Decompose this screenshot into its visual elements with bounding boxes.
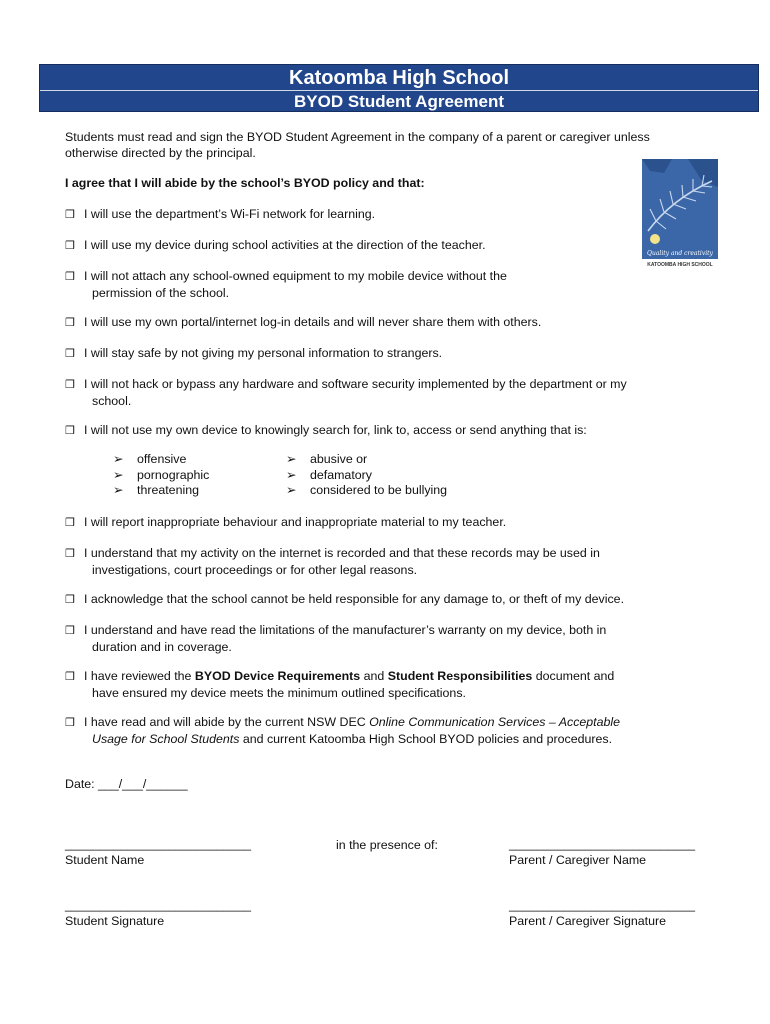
item-text: I will report inappropriate behaviour and inappropriate material to my teacher. [84,515,507,529]
checkbox-icon[interactable]: ❒ [65,271,75,283]
student-signature-line[interactable]: ___________________________ [65,898,252,912]
item-text: I understand and have read the limitations of the manufacturer’s warranty on my device, both in [84,623,607,637]
list-item: ➢ defamatory [286,467,372,482]
agreement-item-7 [65,422,725,439]
checkbox-icon[interactable]: ❒ [65,671,75,683]
document-title: BYOD Student Agreement [293,92,504,111]
agreement-item-13: ❒ I have read and will abide by the current NSW DEC Online Communication Services – Acceptable Usage for School Students and current Katoomba High School BYOD policies and procedures. [65,714,725,747]
checkbox-icon[interactable]: ❒ [65,717,75,729]
agreement-item-1 [65,206,725,223]
item-text-continued: investigations, court proceedings or for other legal reasons. [92,563,418,577]
checkbox-icon[interactable]: ❒ [65,517,75,529]
bullet-column-right [286,452,447,499]
parent-signature-line[interactable]: ___________________________ [509,898,696,912]
item-text-continued: duration and in coverage. [92,640,232,654]
agreement-item-9 [65,545,725,578]
checkbox-icon[interactable]: ❒ [65,209,75,221]
intro-paragraph: Students must read and sign the BYOD Student Agreement in the company of a parent or caregiver unless otherwise directed by the principal. [65,130,650,160]
item-text: I will stay safe by not giving my personal information to strangers. [84,346,443,360]
checkbox-icon[interactable]: ❒ [65,348,75,360]
item-text: I acknowledge that the school cannot be held responsible for any damage to, or theft of my device. [84,592,625,606]
item-text-continued: Usage for School Students and current Katoomba High School BYOD policies and procedures. [92,732,613,746]
arrow-bullet-icon: ➢ [286,483,297,497]
agreement-item-4 [65,314,725,331]
checkbox-icon[interactable]: ❒ [65,425,75,437]
logo-school-name: KATOOMBA HIGH SCHOOL [647,262,713,268]
agreement-heading: I agree that I will abide by the school’s BYOD policy and that: [65,176,425,190]
item-text: I understand that my activity on the internet is recorded and that these records may be used in [84,546,600,560]
header-banner [39,64,759,112]
responsibilities-doc-name: Student Responsibilities [387,669,533,683]
policy-title-continued: Usage for School Students [92,732,240,746]
arrow-bullet-icon: ➢ [113,483,124,497]
requirements-doc-name: BYOD Device Requirements [194,669,361,683]
agreement-item-6 [65,376,725,409]
checkbox-icon[interactable]: ❒ [65,317,75,329]
checkbox-icon[interactable]: ❒ [65,594,75,606]
parent-name-label: Parent / Caregiver Name [509,853,647,867]
agreement-item-12: ❒ I have reviewed the BYOD Device Requirements and Student Responsibilities document and have ensured my device meets the minimum outlined specifications. [65,668,725,701]
parent-name-line[interactable]: ___________________________ [509,837,696,851]
arrow-bullet-icon: ➢ [286,452,297,466]
student-signature-label: Student Signature [65,914,165,928]
student-name-line[interactable]: ___________________________ [65,837,252,851]
agreement-item-2 [65,237,725,254]
agreement-item-10 [65,591,725,608]
logo-tagline: Quality and creativity [647,250,713,257]
header-divider [40,90,758,91]
arrow-bullet-icon: ➢ [286,467,297,482]
item-text-continued: permission of the school. [92,286,230,300]
student-name-label: Student Name [65,853,145,867]
date-field[interactable]: Date: ___/___/______ [65,777,188,791]
policy-title: Online Communication Services – Acceptable [369,715,621,729]
item-text: I will not hack or bypass any hardware and software security implemented by the department or my [84,377,627,391]
item-text: I will not attach any school-owned equipment to my mobile device without the [84,269,507,283]
list-item: ➢ considered to be bullying [286,483,448,497]
list-item: ➢ offensive [113,452,187,466]
checkbox-icon[interactable]: ❒ [65,548,75,560]
item-text: I will not use my own device to knowingly search for, link to, access or send anything that is: [84,423,587,437]
list-item: ➢ abusive or [286,452,368,466]
agreement-item-8 [65,514,725,531]
checkbox-icon[interactable]: ❒ [65,240,75,252]
list-item: ➢ pornographic [113,467,210,482]
arrow-bullet-icon: ➢ [113,452,124,466]
item-text: I will use my own portal/internet log-in details and will never share them with others. [84,315,542,329]
agreement-item-3 [65,268,725,301]
item-text: I will use the department’s Wi-Fi network for learning. [84,207,376,221]
presence-label: in the presence of: [336,838,438,852]
item-text-continued: have ensured my device meets the minimum outlined specifications. [92,686,466,700]
arrow-bullet-icon: ➢ [113,467,124,482]
checkbox-icon[interactable]: ❒ [65,625,75,637]
agreement-item-11 [65,622,725,655]
school-title: Katoomba High School [289,67,509,89]
checkbox-icon[interactable]: ❒ [65,379,75,391]
list-item: ➢ threatening [113,483,200,497]
agreement-item-5 [65,345,725,362]
item-text-continued: school. [92,394,132,408]
parent-signature-label: Parent / Caregiver Signature [509,914,667,928]
item-text: I will use my device during school activities at the direction of the teacher. [84,238,486,252]
bullet-column-left [113,452,209,499]
